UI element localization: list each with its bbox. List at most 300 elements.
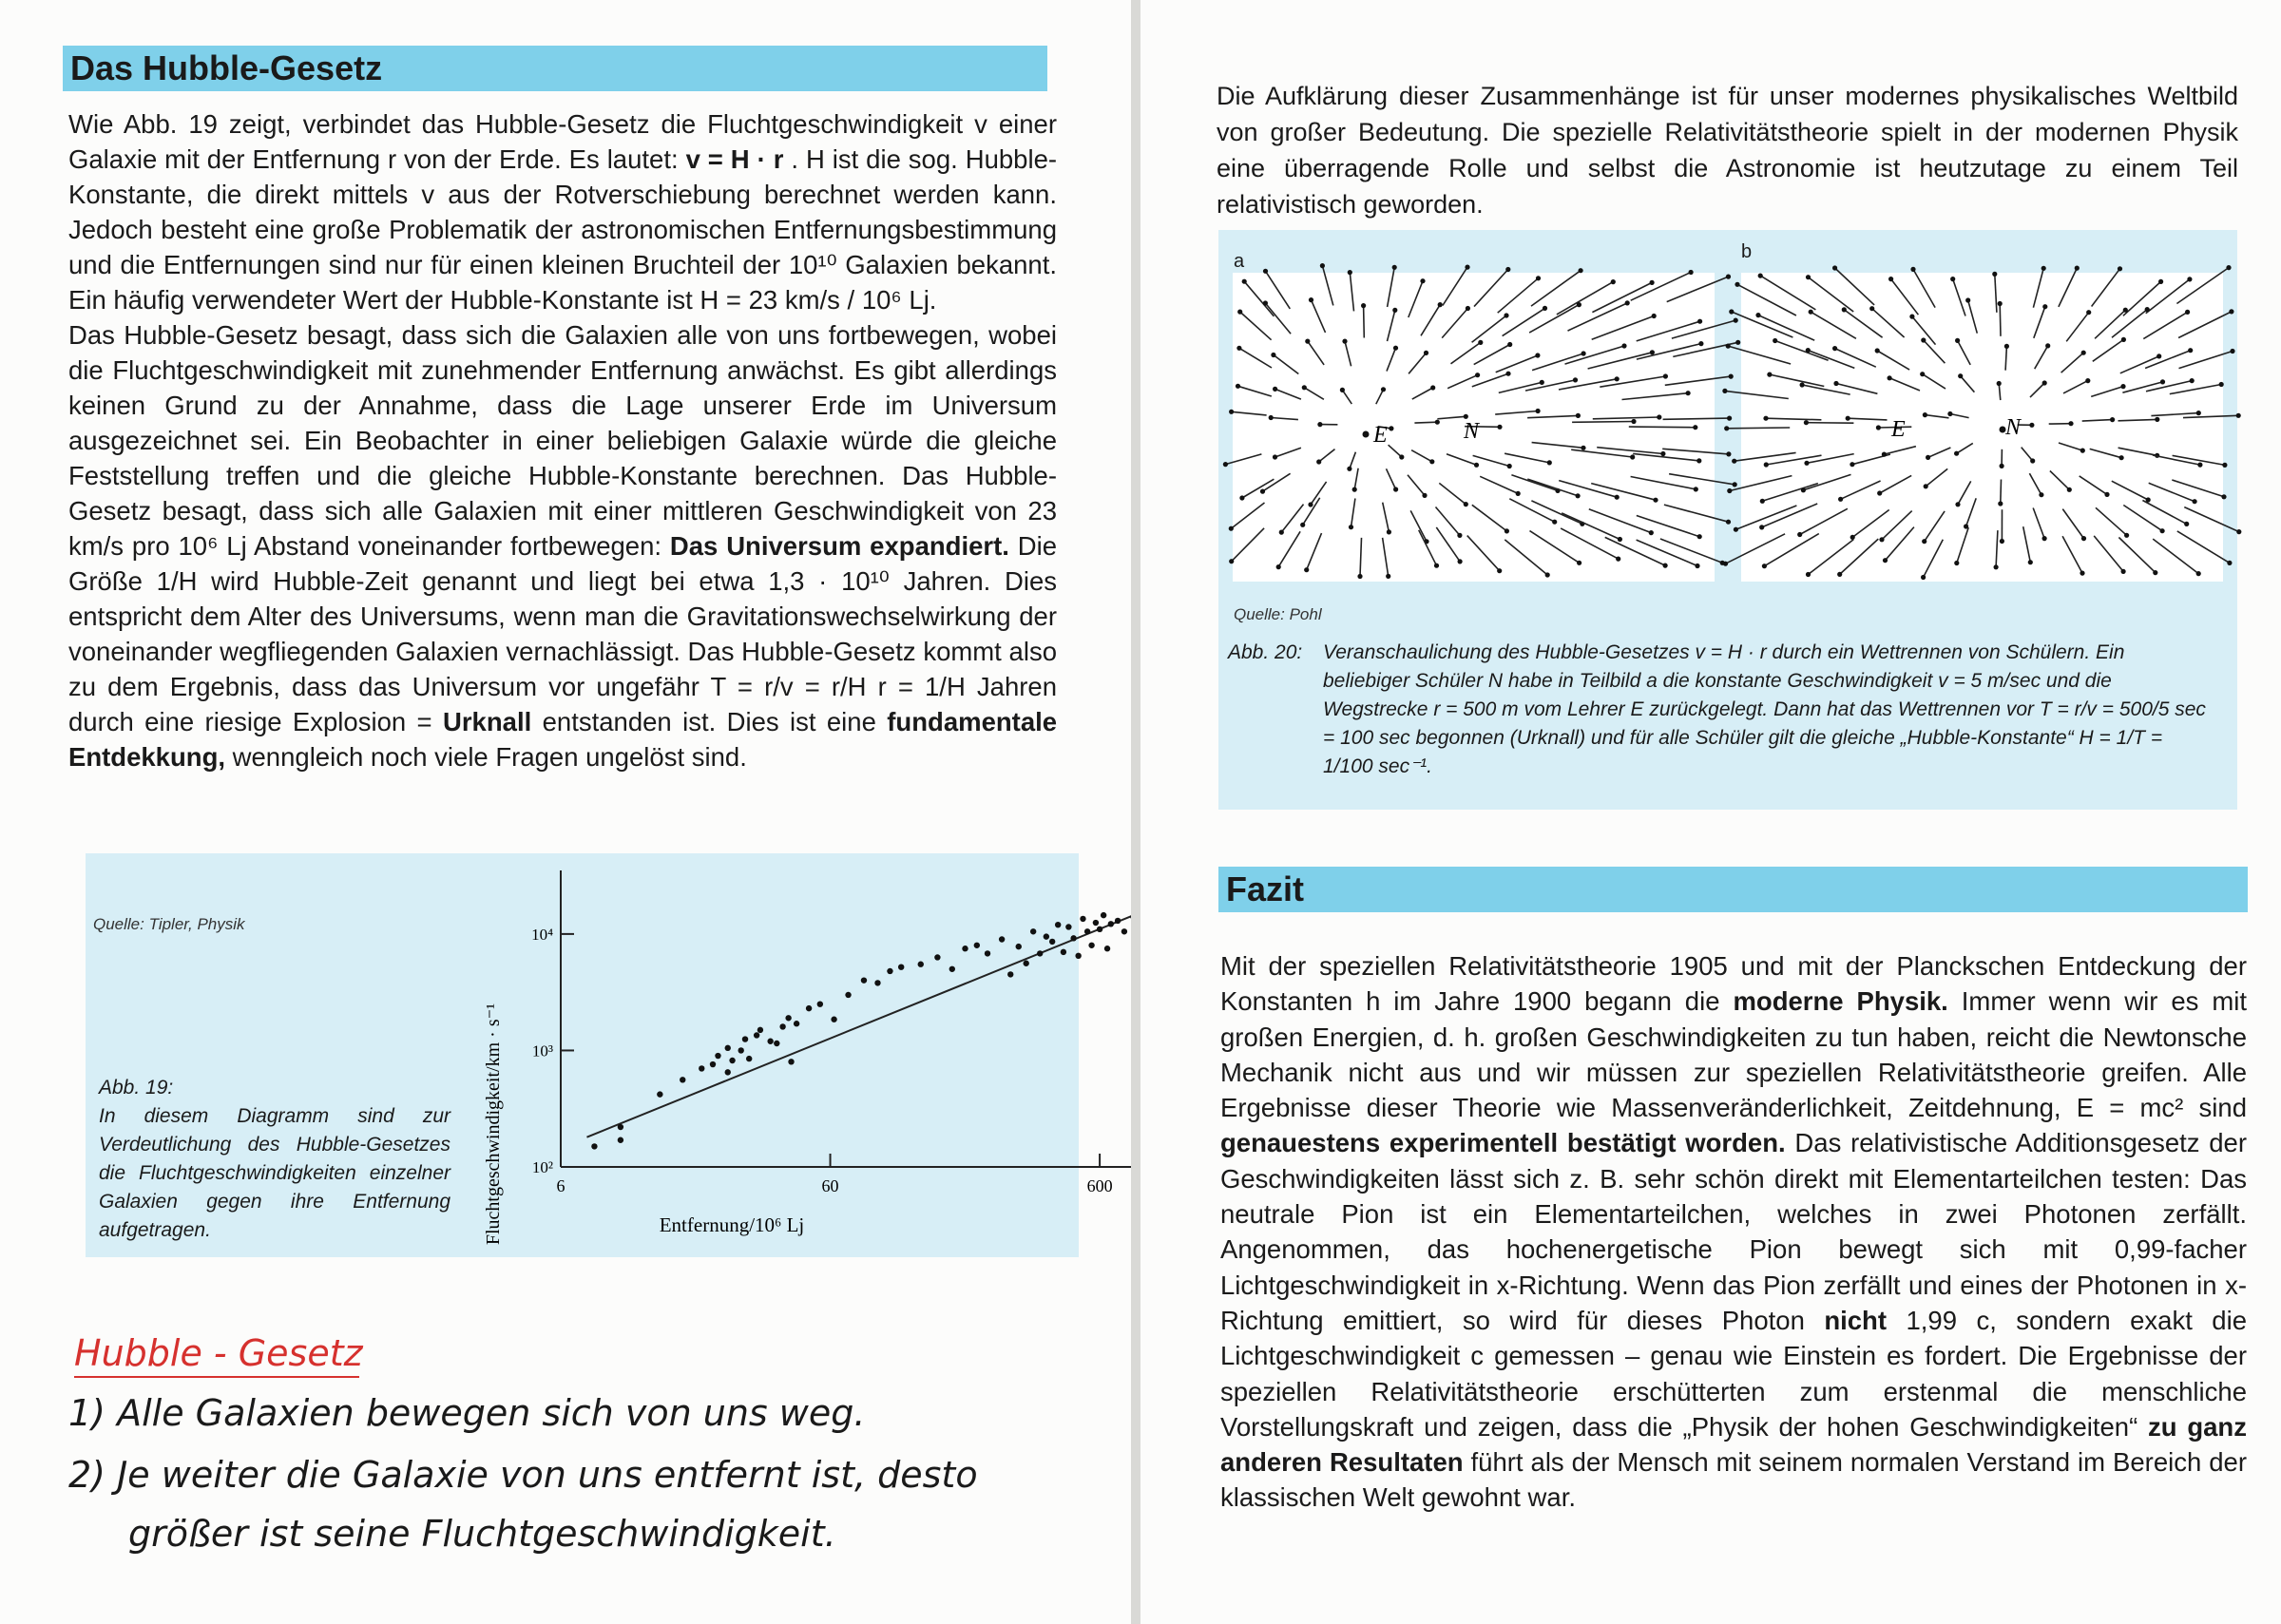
runner-arrow bbox=[1730, 476, 1792, 491]
runner-dot bbox=[1237, 310, 1242, 315]
runner-dot bbox=[1763, 416, 1768, 421]
runner-dot bbox=[1505, 267, 1510, 272]
runner-dot bbox=[1869, 306, 1874, 311]
runner-dot bbox=[1759, 525, 1764, 529]
runner-dot bbox=[2081, 351, 2086, 355]
runner-arrow bbox=[1232, 528, 1264, 562]
runner-dot bbox=[1920, 372, 1925, 376]
runner-dot bbox=[1349, 525, 1353, 529]
runner-dot bbox=[1994, 564, 1999, 569]
runner-dot bbox=[1650, 280, 1655, 285]
runner-arrow bbox=[1961, 376, 1975, 392]
chart-data-point bbox=[806, 1005, 812, 1011]
runner-dot bbox=[1850, 535, 1855, 540]
runner-dot bbox=[1888, 375, 1892, 380]
runner-arrow bbox=[1509, 499, 1554, 522]
runner-arrow bbox=[1345, 341, 1351, 366]
runner-arrow bbox=[2033, 268, 2043, 307]
chart-data-point bbox=[725, 1069, 731, 1075]
runner-arrow bbox=[1958, 481, 1971, 504]
runner-dot bbox=[1850, 462, 1854, 467]
runner-arrow bbox=[1511, 475, 1558, 491]
runner-dot bbox=[1686, 391, 1691, 395]
runner-arrow bbox=[1760, 276, 1815, 310]
chart-data-point bbox=[779, 1023, 785, 1029]
runner-dot bbox=[1393, 487, 1398, 491]
runner-dot bbox=[2121, 569, 2126, 574]
runner-arrow bbox=[1840, 539, 1879, 574]
runner-dot bbox=[1832, 265, 1837, 270]
runner-dot bbox=[1838, 497, 1843, 502]
runner-dot bbox=[1276, 564, 1281, 569]
runner-dot bbox=[1497, 568, 1502, 573]
chart-data-point bbox=[1108, 921, 1114, 927]
runner-dot bbox=[1726, 520, 1731, 525]
runner-arrow bbox=[2091, 387, 2123, 397]
runner-dot bbox=[1434, 564, 1439, 568]
runner-arrow bbox=[1350, 452, 1356, 469]
runner-dot bbox=[2080, 449, 2085, 453]
runner-dot bbox=[1309, 297, 1313, 302]
runner-arrow bbox=[2094, 536, 2123, 572]
runner-dot bbox=[2188, 348, 2193, 353]
runner-arrow bbox=[1561, 528, 1619, 559]
runner-dot bbox=[1399, 454, 1404, 459]
runner-dot bbox=[1832, 346, 1837, 351]
figure-20-panel-a bbox=[1233, 273, 1715, 582]
runner-arrow bbox=[1559, 481, 1617, 498]
runner-arrow bbox=[1672, 320, 1735, 338]
book-gutter bbox=[1131, 0, 1140, 1624]
runner-dot bbox=[2219, 382, 2224, 387]
runner-dot bbox=[1842, 307, 1847, 312]
runner-dot bbox=[1236, 346, 1241, 351]
section-banner-hubble bbox=[63, 46, 1047, 91]
runner-dot bbox=[1474, 463, 1479, 468]
runner-dot bbox=[2041, 266, 2046, 271]
runner-dot bbox=[1735, 282, 1739, 287]
chart-data-point bbox=[1065, 924, 1071, 929]
chart-data-point bbox=[785, 1015, 791, 1021]
figure-19-box bbox=[86, 853, 1113, 1257]
runner-dot bbox=[1236, 384, 1240, 389]
chart-data-point bbox=[788, 1059, 794, 1064]
runner-dot bbox=[2160, 379, 2165, 384]
runner-dot bbox=[1921, 337, 1926, 342]
runner-arrow bbox=[1527, 479, 1578, 496]
runner-arrow bbox=[1924, 540, 1944, 578]
section-banner-fazit bbox=[1218, 867, 2248, 912]
runner-arrow bbox=[1928, 448, 1951, 457]
runner-dot bbox=[2110, 417, 2115, 422]
runner-dot bbox=[1497, 425, 1502, 430]
runner-arrow bbox=[1387, 468, 1396, 489]
runner-dot bbox=[1348, 270, 1352, 275]
runner-dot bbox=[1505, 372, 1510, 376]
runner-dot bbox=[1535, 353, 1540, 357]
runner-dot bbox=[2030, 458, 2035, 463]
runner-dot bbox=[1458, 559, 1463, 564]
runner-arrow bbox=[1319, 449, 1335, 462]
handwritten-line-1: 1) Alle Galaxien bewegen sich von uns weg. bbox=[68, 1392, 866, 1434]
runner-arrow bbox=[1451, 342, 1481, 363]
runner-dot bbox=[1579, 268, 1583, 273]
figure-19-source: Quelle: Tipler, Physik bbox=[93, 915, 245, 933]
runner-arrow bbox=[1225, 454, 1261, 465]
power-10-10: 10¹⁰ bbox=[788, 250, 837, 279]
runner-arrow bbox=[1758, 315, 1814, 341]
runner-dot bbox=[1910, 267, 1915, 272]
runner-dot bbox=[1466, 306, 1470, 311]
runner-arrow bbox=[1304, 388, 1324, 400]
runner-dot bbox=[1269, 415, 1274, 420]
runner-dot bbox=[1876, 425, 1881, 430]
runner-arrow bbox=[1527, 415, 1578, 417]
right-page bbox=[1140, 0, 2281, 1624]
runner-arrow bbox=[1439, 483, 1466, 504]
runner-dot bbox=[2067, 487, 2072, 492]
chart-data-point bbox=[1055, 922, 1061, 927]
runner-dot bbox=[2196, 571, 2201, 576]
runner-arrow bbox=[1443, 267, 1467, 305]
chart-data-point bbox=[1016, 944, 1022, 949]
figure-20-label-b: b bbox=[1741, 241, 1753, 262]
runner-dot bbox=[2118, 266, 2122, 271]
runner-dot bbox=[2226, 265, 2231, 270]
runner-arrow bbox=[1360, 538, 1362, 577]
runner-arrow bbox=[1631, 477, 1696, 489]
runner-dot bbox=[1921, 575, 1926, 580]
observer-dot bbox=[1363, 431, 1370, 438]
runner-dot bbox=[1698, 341, 1703, 346]
runner-dot bbox=[1729, 374, 1734, 379]
runner-dot bbox=[1875, 348, 1880, 353]
runner-dot bbox=[1618, 537, 1622, 542]
runner-arrow bbox=[1622, 393, 1689, 400]
runner-dot bbox=[1504, 313, 1508, 317]
handwritten-line-2: 2) Je weiter die Galaxie von uns entfernt ist, desto bbox=[68, 1454, 978, 1496]
chart-data-point bbox=[1075, 953, 1081, 959]
runner-arrow bbox=[1957, 443, 1973, 453]
runner-dot bbox=[2187, 277, 2192, 281]
chart-data-point bbox=[1093, 920, 1099, 926]
runner-dot bbox=[2145, 307, 2150, 312]
runner-arrow bbox=[1409, 353, 1426, 373]
runner-dot bbox=[2190, 378, 2195, 383]
chart-data-point bbox=[757, 1027, 763, 1033]
runner-arrow bbox=[1800, 508, 1848, 534]
section-title-hubble: Das Hubble-Gesetz bbox=[70, 48, 383, 87]
runner-dot bbox=[1663, 564, 1668, 568]
runner-dot bbox=[1837, 572, 1842, 577]
hubble-text bbox=[68, 106, 1057, 774]
runner-arrow bbox=[1591, 484, 1656, 501]
runner-dot bbox=[1882, 452, 1887, 457]
runner-arrow bbox=[1809, 540, 1854, 575]
runner-dot bbox=[1694, 487, 1698, 491]
runner-dot bbox=[2221, 494, 2226, 499]
runner-dot bbox=[1573, 377, 1578, 382]
runner-arrow bbox=[1266, 271, 1291, 309]
runner-dot bbox=[1304, 567, 1309, 572]
chart-data-point bbox=[898, 964, 904, 969]
runner-arrow bbox=[1240, 312, 1272, 340]
runner-arrow bbox=[1664, 505, 1729, 522]
runner-arrow bbox=[2050, 471, 2069, 490]
runner-arrow bbox=[2118, 448, 2157, 455]
runner-arrow bbox=[1597, 448, 1663, 454]
runner-dot bbox=[1926, 455, 1930, 460]
runner-dot bbox=[1536, 276, 1541, 280]
runner-dot bbox=[1424, 351, 1428, 355]
figure-20-caption-text: Veranschaulichung des Hubble-Gesetzes v = H · r durch ein Wettrennen von Schülern. Ein beliebiger Schüler N habe in Teilbild a die konstante Geschwindigkeit v = 5 m/sec und die Wegstrecke r = 500 m vom Lehrer E zurückgelegt. Dann hat das Wettrennen vor T = r/v = 500/5 sec = 100 sec begonnen (Urknall) und für alle Schüler gilt die gleiche „Hubble-Konstante“ H = 1/T = 1/100 sec⁻¹. bbox=[1323, 641, 2206, 777]
runner-dot bbox=[1616, 557, 1620, 562]
figure-20-box bbox=[1218, 230, 2237, 810]
runner-dot bbox=[1693, 425, 1697, 430]
runner-dot bbox=[1357, 574, 1362, 579]
runner-dot bbox=[1435, 420, 1440, 425]
chart-data-point bbox=[742, 1036, 748, 1041]
runner-dot bbox=[1347, 467, 1351, 471]
runner-dot bbox=[1273, 454, 1277, 459]
runner-arrow bbox=[2151, 413, 2198, 416]
runner-arrow bbox=[1953, 279, 1965, 316]
runner-arrow bbox=[1383, 538, 1389, 577]
runner-dot bbox=[2068, 421, 2073, 426]
runner-dot bbox=[2029, 423, 2034, 428]
runner-arrow bbox=[1806, 423, 1853, 424]
chart-data-point bbox=[657, 1091, 662, 1097]
runner-dot bbox=[1271, 353, 1275, 357]
runner-dot bbox=[1797, 532, 1802, 537]
runner-arrow bbox=[1637, 540, 1697, 565]
chart-data-point bbox=[618, 1137, 623, 1143]
chart-data-point bbox=[746, 1056, 752, 1061]
runner-arrow bbox=[1844, 310, 1882, 337]
runner-arrow bbox=[1766, 418, 1821, 420]
runner-dot bbox=[1505, 528, 1509, 533]
runner-dot bbox=[1689, 270, 1694, 275]
fazit-text bbox=[1220, 948, 2247, 1516]
runner-arrow bbox=[1802, 385, 1850, 394]
runner-dot bbox=[2227, 561, 2232, 565]
runner-dot bbox=[1697, 319, 1702, 324]
runner-dot bbox=[2158, 279, 2163, 284]
runner-dot bbox=[1581, 351, 1586, 355]
runner-arrow bbox=[1238, 386, 1272, 396]
runner-arrow bbox=[1605, 537, 1665, 565]
runner-arrow bbox=[2023, 526, 2031, 563]
runner-arrow bbox=[2061, 353, 2084, 373]
chart-data-point bbox=[1037, 950, 1043, 956]
runner-arrow bbox=[1663, 418, 1730, 419]
runner-arrow bbox=[1503, 308, 1545, 335]
runner-arrow bbox=[1275, 389, 1301, 399]
chart-data-point bbox=[1101, 912, 1106, 918]
hubble-formula: v = H · r bbox=[685, 144, 784, 174]
chart-data-point bbox=[887, 968, 892, 974]
runner-arrow bbox=[2178, 312, 2232, 338]
chart-data-point bbox=[845, 992, 851, 998]
runner-dot bbox=[1879, 537, 1884, 542]
runner-dot bbox=[1420, 278, 1425, 283]
handwritten-title: Hubble - Gesetz bbox=[74, 1332, 363, 1374]
runner-arrow bbox=[1727, 428, 1791, 429]
runner-arrow bbox=[1312, 300, 1326, 333]
runner-arrow bbox=[2066, 313, 2089, 342]
runner-arrow bbox=[1808, 351, 1854, 369]
runner-arrow bbox=[1884, 447, 1916, 454]
runner-dot bbox=[1806, 348, 1811, 353]
runner-dot bbox=[2075, 266, 2080, 271]
runner-dot bbox=[2230, 349, 2234, 353]
runner-dot bbox=[2185, 310, 2190, 315]
runner-arrow bbox=[1633, 453, 1699, 461]
runner-arrow bbox=[2123, 506, 2162, 531]
runner-dot bbox=[1361, 303, 1366, 308]
runner-arrow bbox=[2029, 473, 2041, 495]
runner-arrow bbox=[1421, 305, 1440, 336]
runner-arrow bbox=[1387, 348, 1396, 371]
runner-dot bbox=[1547, 460, 1552, 465]
runner-arrow bbox=[1637, 516, 1699, 537]
power-10-6: 10⁶ bbox=[861, 285, 902, 315]
runner-dot bbox=[1809, 310, 1813, 315]
runner-dot bbox=[2236, 413, 2241, 418]
runner-arrow bbox=[2063, 381, 2088, 393]
runner-arrow bbox=[1271, 418, 1298, 420]
hubble-scatter-chart bbox=[466, 853, 1113, 1257]
runner-dot bbox=[2184, 522, 2189, 526]
runner-arrow bbox=[1409, 281, 1423, 317]
runner-arrow bbox=[1809, 277, 1854, 312]
runner-arrow bbox=[1410, 510, 1427, 541]
runner-dot bbox=[1806, 572, 1811, 577]
runner-dot bbox=[1386, 574, 1390, 579]
runner-dot bbox=[1464, 502, 1468, 506]
runner-dot bbox=[1316, 459, 1321, 464]
chart-data-point bbox=[710, 1061, 716, 1067]
runner-dot bbox=[1734, 318, 1738, 323]
chart-x-tick-label: 6 bbox=[556, 1176, 565, 1195]
panel-b-label-E: E bbox=[1891, 417, 1906, 442]
runner-arrow bbox=[2035, 346, 2048, 369]
runner-arrow bbox=[1841, 481, 1881, 499]
runner-arrow bbox=[1737, 284, 1796, 315]
runner-arrow bbox=[1275, 448, 1301, 457]
chart-data-point bbox=[618, 1124, 623, 1130]
runner-arrow bbox=[1559, 379, 1617, 390]
runner-arrow bbox=[2118, 538, 2155, 573]
runner-dot bbox=[1877, 490, 1882, 495]
runner-arrow bbox=[1388, 310, 1395, 341]
runner-arrow bbox=[1265, 303, 1291, 334]
runner-dot bbox=[1652, 314, 1657, 318]
runner-dot bbox=[1735, 340, 1740, 345]
runner-dot bbox=[1615, 495, 1620, 500]
runner-arrow bbox=[2034, 307, 2045, 338]
runner-arrow bbox=[1568, 303, 1628, 331]
runner-dot bbox=[2160, 528, 2165, 533]
runner-arrow bbox=[1732, 312, 1793, 337]
runner-arrow bbox=[1926, 468, 1947, 486]
chart-data-point bbox=[754, 1032, 759, 1038]
chart-data-point bbox=[918, 962, 924, 967]
runner-dot bbox=[1992, 272, 1997, 277]
runner-dot bbox=[1475, 373, 1480, 377]
runner-arrow bbox=[2122, 382, 2162, 392]
chart-xlabel: Entfernung/10⁶ Lj bbox=[659, 1213, 805, 1236]
chart-data-point bbox=[831, 1017, 836, 1022]
runner-arrow bbox=[1592, 282, 1652, 312]
runner-arrow bbox=[1351, 499, 1355, 527]
runner-arrow bbox=[1322, 266, 1332, 306]
runner-dot bbox=[2236, 529, 2241, 534]
runner-arrow bbox=[1775, 341, 1829, 361]
handwritten-title-underline bbox=[74, 1376, 359, 1378]
runner-dot bbox=[1576, 493, 1581, 498]
runner-dot bbox=[2045, 343, 2050, 348]
runner-arrow bbox=[1966, 498, 1977, 526]
runner-arrow bbox=[1303, 498, 1320, 525]
runner-dot bbox=[1387, 529, 1391, 534]
chart-data-point bbox=[729, 1058, 735, 1063]
runner-dot bbox=[2000, 539, 2004, 544]
runner-arrow bbox=[1665, 376, 1731, 385]
runner-arrow bbox=[1505, 540, 1547, 575]
runner-dot bbox=[1631, 419, 1636, 424]
runner-arrow bbox=[2112, 310, 2147, 338]
runner-dot bbox=[1723, 562, 1728, 566]
runner-dot bbox=[1804, 420, 1809, 425]
runner-arrow bbox=[1923, 374, 1946, 389]
runner-arrow bbox=[1480, 476, 1518, 493]
chart-data-point bbox=[934, 954, 940, 960]
runner-arrow bbox=[1996, 530, 1998, 567]
runner-dot bbox=[1696, 458, 1701, 463]
runner-arrow bbox=[2082, 420, 2113, 422]
hubble-paragraph-2: Das Hubble-Gesetz besagt, dass sich die Galaxien alle von uns fortbewegen, wobei die Fluchtgeschwindigkeit mit zunehmender Entfernung anwächst. Es gibt allerdings keinen Grund zu der Annahme, dass die Lage unserer Erde im Universum ausgezeichnet sei. Ein Beobachter in einer beliebigen Galaxie würde die gleiche Feststellung treffen und die gleiche Hubble-Konstante berechnen. Das Hubble-Gesetz besagt, dass sich alle Galaxien mit einer mittleren Geschwindigkeit von 23 km/s pro 10⁶ Lj Abstand voneinander fortbewegen: Das Universum expandiert. Die Größe 1/H wird Hubble-Zeit genannt und liegt bei etwa 1,3 · 10¹⁰ Jahren. Dies entspricht dem Alter des Universums, wenn man die Gravitationswechselwirkung der voneinander wegfliegenden Galaxien vernachlässigt. Das Hubble-Gesetz kommt also zu dem Ergebnis, dass das Universum vor ungefähr T = r/v = r/H r = 1/H Jahren durch eine riesige Explosion = Urknall entstanden ist. Dies ist eine fundamentale Entdekkung, wenngleich noch viele Fragen ungelöst sind. bbox=[68, 320, 1058, 772]
fazit-paragraph: Mit der speziellen Relativitätstheorie 1905 und mit der Planckschen Entdeckung der Konstanten h im Jahre 1900 begann die moderne Physik. Immer wenn wir es mit großen Energien, d. h. großen Geschwindigkeiten zu tun haben, reicht die Newtonsche Mechanik nicht aus und wir müssen zur speziellen Relativitätstheorie greifen. Alle Ergebnisse dieser Theorie wie Massenveränderlichkeit, Zeitdehnung, E = mc² sind genauestens experimentell bestätigt worden. Das relativistische Additionsgesetz der Geschwindigkeiten lässt sich z. B. sehr schön direkt mit Elementarteilchen testen: Das neutrale Pion ist ein Elementarteilchen, welches in zwei Photonen zerfällt. Angenommen, das hochenergetische Pion bewegt sich mit 0,99-facher Lichtgeschwindigkeit in x-Richtung. Wenn das Pion zerfällt und eines der Photonen in x-Richtung emittiert, so wird für dieses Photon nicht 1,99 c, sondern exakt die Lichtgeschwindigkeit c gemessen – genau wie Einstein es fordert. Die Ergebnisse der speziellen Relativitätstheorie erschütterten zum erstenmal die menschliche Vorstellungskraft und zeigen, dass die „Physik der hohen Geschwindigkeiten“ zu ganz anderen Resultaten führt als der Mensch mit seinem normalen Verstand im Bereich der klassischen Welt gewohnt war. bbox=[1220, 951, 2247, 1513]
runner-arrow bbox=[1307, 533, 1322, 570]
runner-arrow bbox=[1447, 454, 1477, 466]
runner-arrow bbox=[1505, 453, 1549, 463]
runner-dot bbox=[1302, 385, 1307, 390]
runner-arrow bbox=[1891, 279, 1919, 315]
runner-dot bbox=[1760, 499, 1765, 504]
chart-data-point bbox=[1070, 935, 1076, 941]
chart-data-point bbox=[817, 1001, 823, 1006]
runner-dot bbox=[1422, 493, 1427, 498]
chart-data-point bbox=[738, 1047, 743, 1053]
runner-dot bbox=[1998, 301, 2003, 306]
runner-arrow bbox=[1557, 282, 1613, 315]
runner-arrow bbox=[1437, 416, 1466, 419]
runner-arrow bbox=[1467, 536, 1500, 571]
chart-ylabel: Fluchtgeschwindigkeit/km · s⁻¹ bbox=[483, 1003, 504, 1246]
chart-data-point bbox=[1121, 928, 1127, 934]
runner-arrow bbox=[1414, 422, 1437, 423]
chart-data-point bbox=[680, 1077, 685, 1082]
runner-dot bbox=[1263, 300, 1268, 305]
runner-arrow bbox=[1278, 531, 1300, 566]
runner-arrow bbox=[2033, 508, 2044, 539]
runner-arrow bbox=[1835, 268, 1875, 305]
runner-dot bbox=[1950, 277, 1955, 281]
chart-data-point bbox=[1084, 928, 1090, 934]
handwritten-line-3: größer ist seine Fluchtgeschwindigkeit. bbox=[128, 1513, 836, 1555]
runner-arrow bbox=[1593, 417, 1659, 419]
